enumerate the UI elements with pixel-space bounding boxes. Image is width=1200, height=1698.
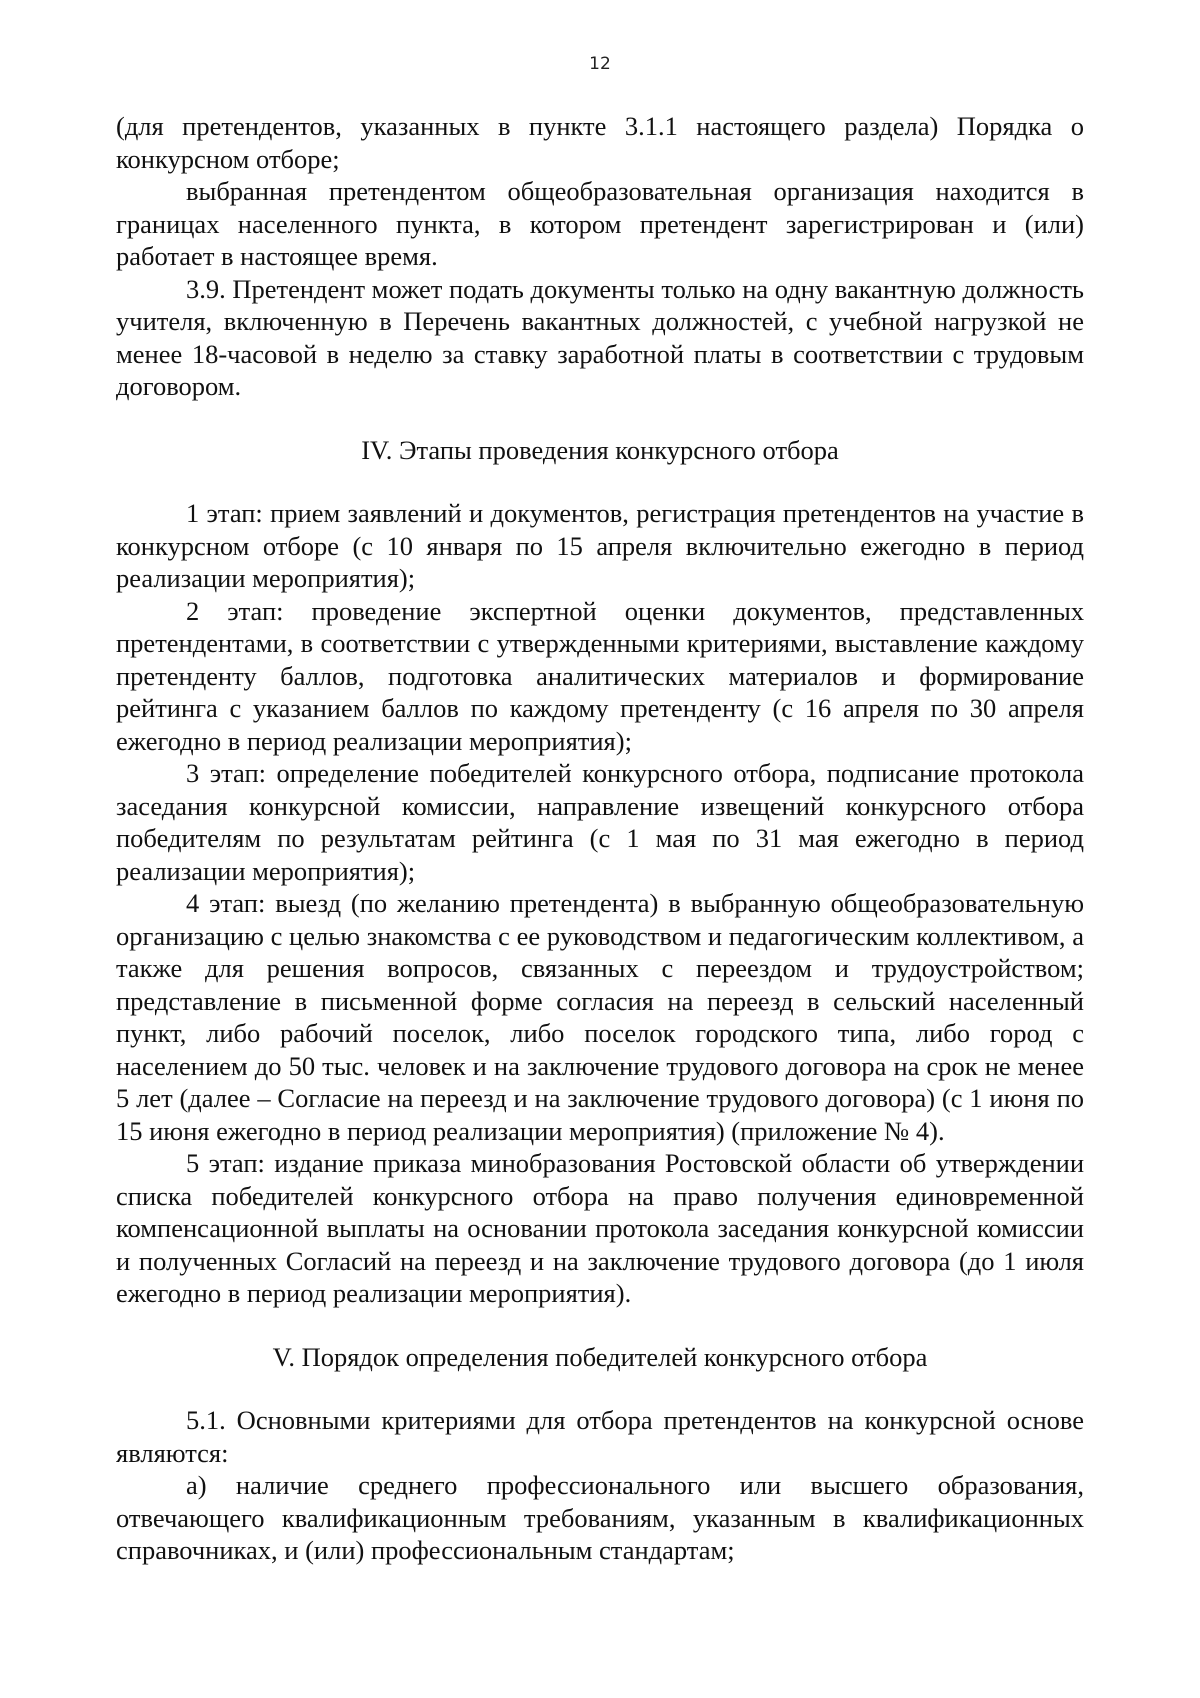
paragraph-stage-2: 2 этап: проведение экспертной оценки документов, представленных претендентами, в соответствии с утвержденными критериями, выставление каждому претенденту баллов, подготовка аналитических материалов и формирование рейтинга с указанием баллов по каждому претенденту (с 16 апреля по 30 апреля ежегодно в период реализации мероприятия); <box>116 595 1084 756</box>
page-body <box>116 110 1084 1567</box>
paragraph-stage-5: 5 этап: издание приказа минобразования Ростовской области об утверждении списка победителей конкурсного отбора на право получения единовременной компенсационной выплаты на основании протокола заседания конкурсной комиссии и полученных Согласий на переезд и на заключение трудового договора (до 1 июля ежегодно в период реализации мероприятия). <box>116 1148 1084 1308</box>
paragraph-stage-4: 4 этап: выезд (по желанию претендента) в выбранную общеобразовательную организацию с целью знакомства с ее руководством и педагогическим коллективом, а также для решения вопросов, связанных с переездом и трудоустройством; представление в письменной форме согласия на переезд в сельский населенный пункт, либо рабочий поселок, либо поселок городского типа, либо город с населением до 50 тыс. человек и на заключение трудового договора на срок не менее 5 лет (далее – Согласие на переезд и на заключение трудового договора) (с 1 июня по 15 июня ежегодно в период реализации мероприятия) (приложение № 4). <box>116 888 1084 1146</box>
paragraph-5-1: 5.1. Основными критериями для отбора претендентов на конкурсной основе являются: <box>116 1405 1084 1468</box>
section-5-heading: V. Порядок определения победителей конкурсного отбора <box>272 1341 928 1372</box>
paragraph-school-location: выбранная претендентом общеобразовательная организация находится в границах населенного пункта, в котором претендент зарегистрирован и (или) работает в настоящее время. <box>116 176 1084 271</box>
paragraph-5-1-a: а) наличие среднего профессионального или высшего образования, отвечающего квалификационным требованиям, указанным в квалификационных справочниках, и (или) профессиональным стандартам; <box>116 1470 1084 1565</box>
section-4-heading: IV. Этапы проведения конкурсного отбора <box>361 434 839 465</box>
paragraph-continuation: (для претендентов, указанных в пункте 3.1.1 настоящего раздела) Порядка о конкурсном отборе; <box>116 111 1084 174</box>
paragraph-stage-3: 3 этап: определение победителей конкурсного отбора, подписание протокола заседания конкурсной комиссии, направление извещений конкурсного отбора победителям по результатам рейтинга (с 1 мая по 31 мая ежегодно в период реализации мероприятия); <box>116 758 1084 886</box>
paragraph-stage-1: 1 этап: прием заявлений и документов, регистрация претендентов на участие в конкурсном отборе (с 10 января по 15 апреля включительно ежегодно в период реализации мероприятия); <box>116 498 1084 593</box>
page-number: 12 <box>589 54 611 74</box>
paragraph-3-9: 3.9. Претендент может подать документы только на одну вакантную должность учителя, включенную в Перечень вакантных должностей, с учебной нагрузкой не менее 18-часовой в неделю за ставку заработной платы в соответствии с трудовым договором. <box>116 273 1084 401</box>
